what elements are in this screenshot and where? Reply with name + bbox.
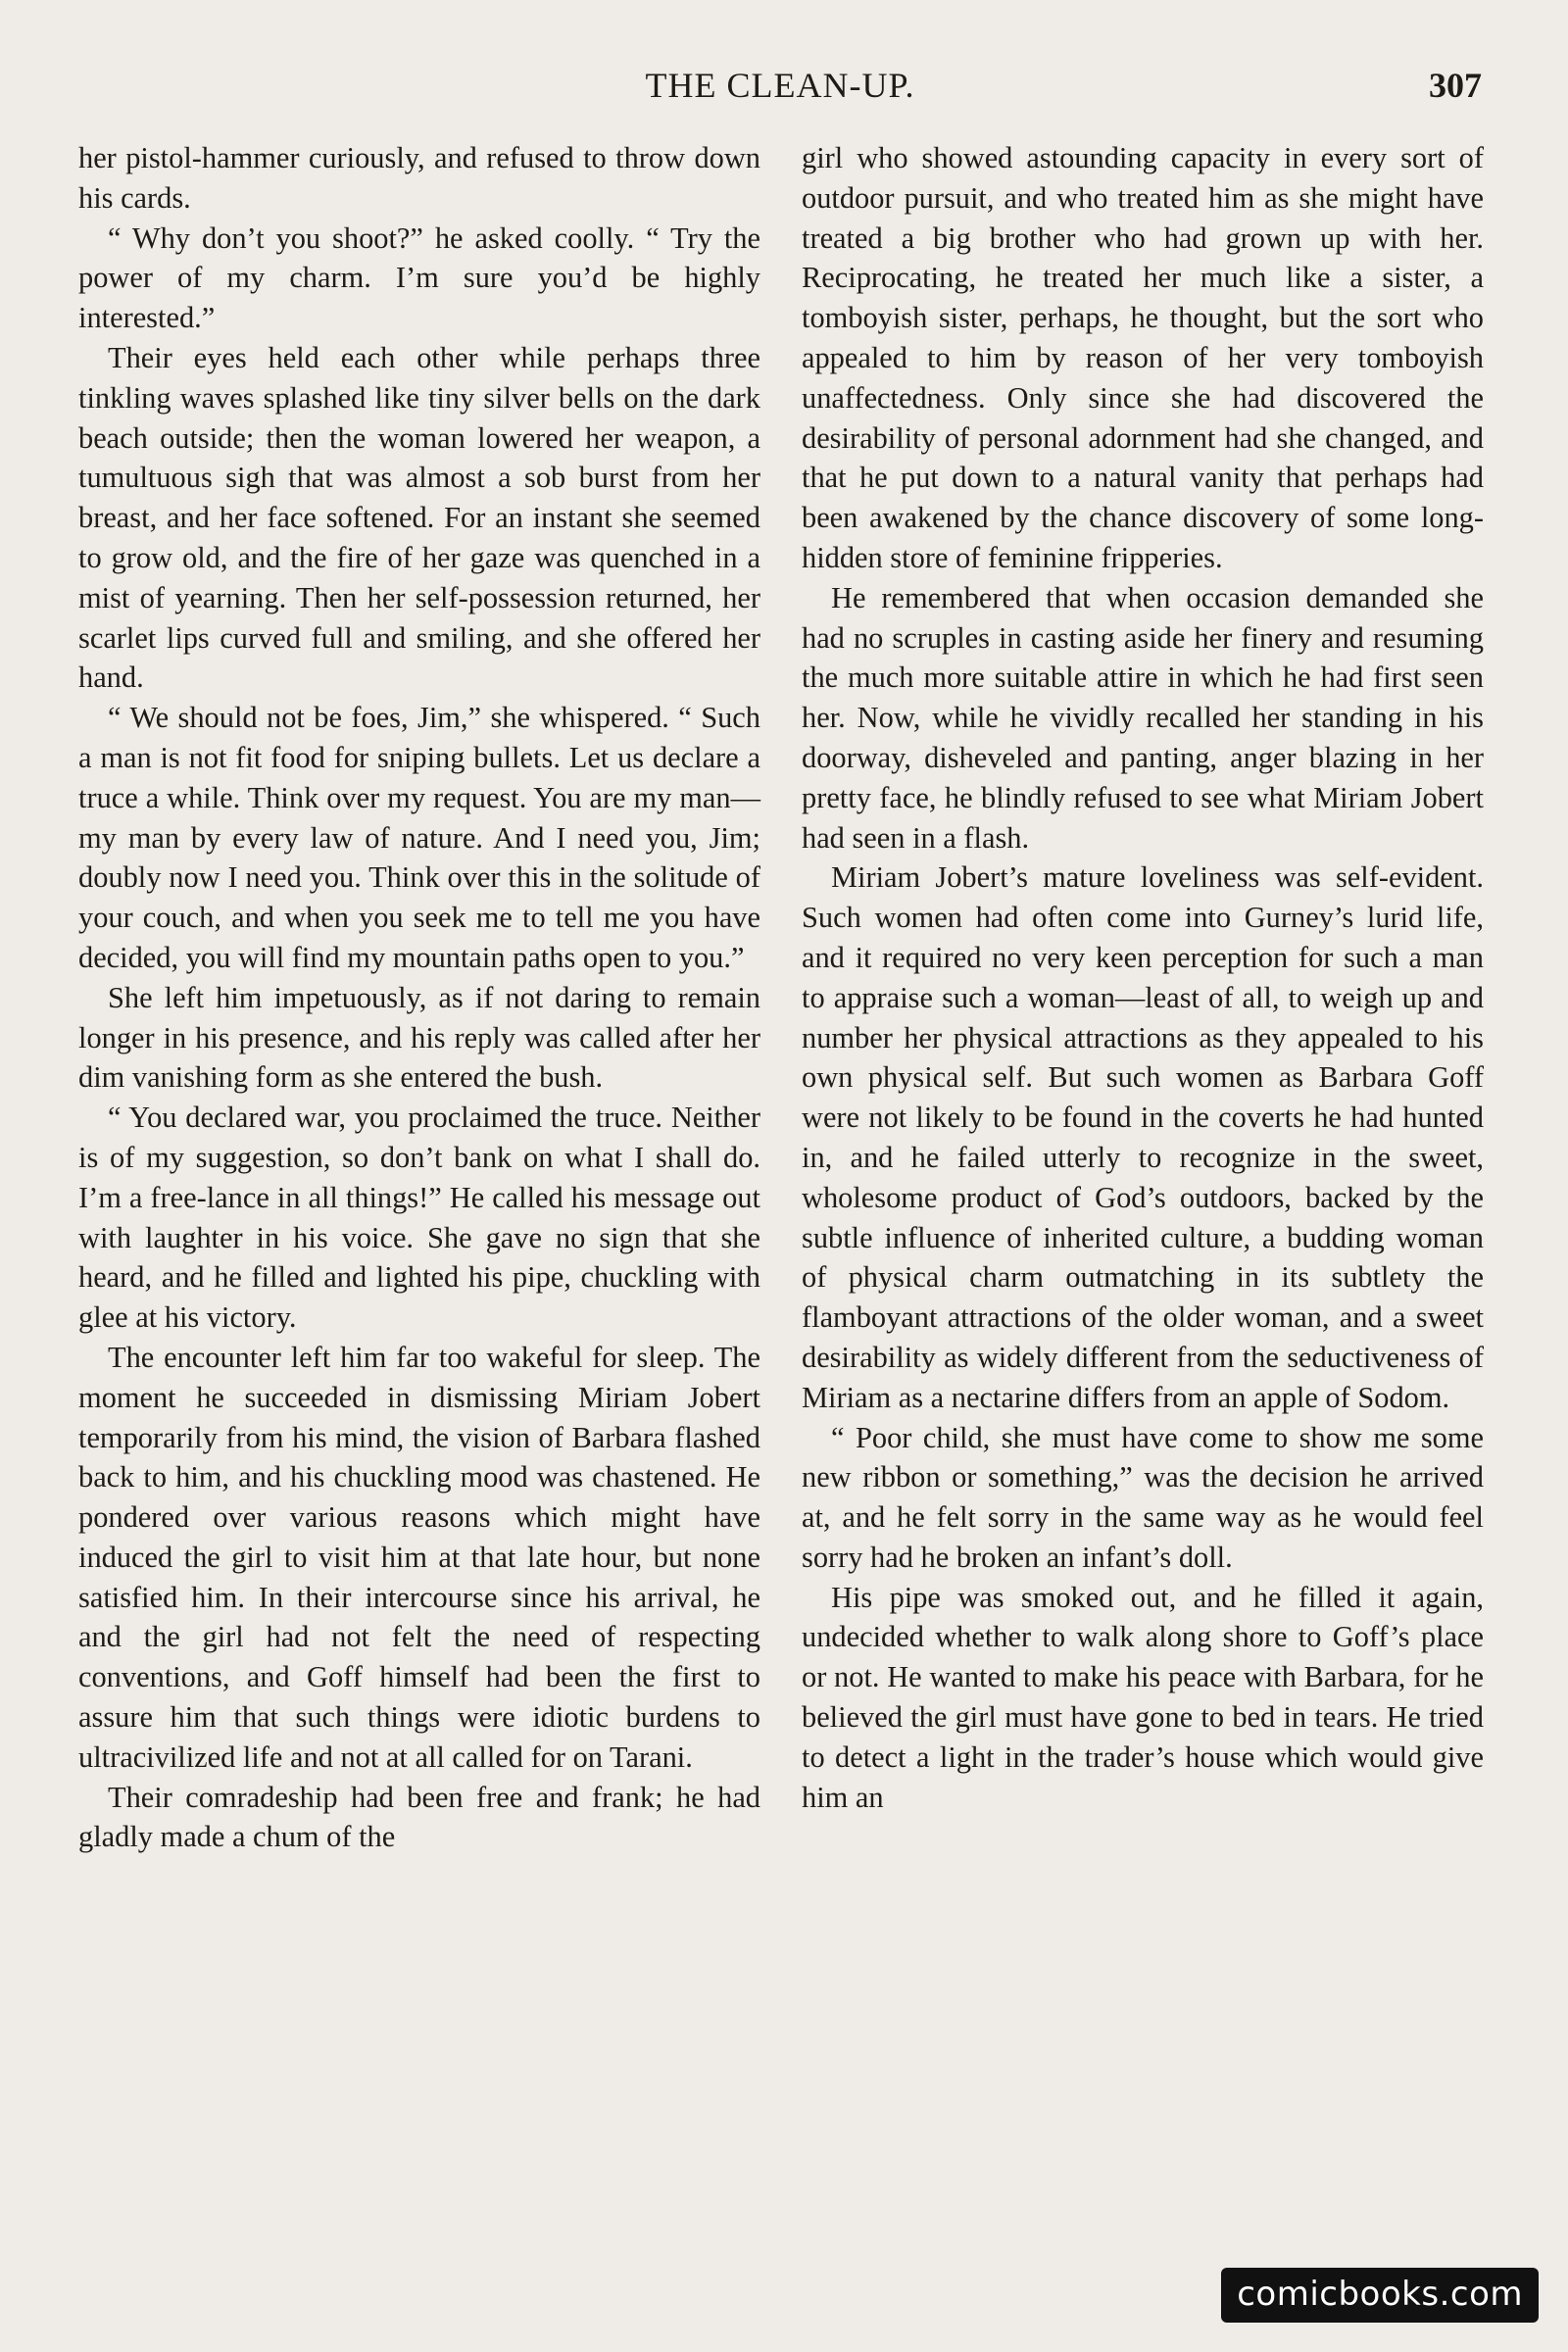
paragraph: “ Poor child, she must have come to show me some new ribbon or something,” was the decision he arrived at, and he felt sorry in the same way as he would feel sorry had he broken an infant’s doll. [802, 1420, 1484, 1574]
paragraph: girl who showed astounding capacity in every sort of outdoor pursuit, and who treated him as she might have treated a big brother who had grown up with her. Reciprocating, he treated her much like a sister, a tomboyish sister, perhaps, he thought, but the sort who appealed to him by reason of her very tomboyish unaffectedness. Only since she had discovered the desirability of personal adornment had she changed, and that he put down to a natural vanity that perhaps had been awakened by the chance discovery of some long-hidden store of feminine fripperies. [802, 141, 1484, 574]
paragraph: her pistol-hammer curiously, and refused to throw down his cards. [78, 141, 760, 215]
paragraph: His pipe was smoked out, and he filled it again, undecided whether to walk along shore to Goff’s place or not. He wanted to make his peace with Barbara, for he believed the girl must have gone to bed in tears. He tried to detect a light in the trader’s house which would give him an [802, 1580, 1484, 1814]
paragraph: She left him impetuously, as if not daring to remain longer in his presence, and his reply was called after her dim vanishing form as she entered the bush. [78, 980, 760, 1095]
paragraph: “ You declared war, you proclaimed the truce. Neither is of my suggestion, so don’t bank on what I shall do. I’m a free-lance in all things!” He called his message out with laughter in his voice. She gave no sign that she heard, and he filled and lighted his pipe, chuckling with glee at his victory. [78, 1101, 760, 1335]
paragraph: Their eyes held each other while perhaps three tinkling waves splashed like tiny silver bells on the dark beach outside; then the woman lowered her weapon, a tumultuous sigh that was almost a sob burst from her breast, and her face softened. For an instant she seemed to grow old, and the fire of her gaze was quenched in a mist of yearning. Then her self-possession returned, her scarlet lips curved full and smiling, and she offered her hand. [78, 340, 760, 695]
right-column [802, 138, 1484, 1817]
page-number: 307 [1429, 66, 1482, 105]
left-column [78, 138, 760, 1857]
paragraph: The encounter left him far too wakeful for sleep. The moment he succeeded in dismissing Miriam Jobert temporarily from his mind, the vision of Barbara flashed back to him, and his chuckling mood was chastened. He pondered over various reasons which might have induced the girl to visit him at that late hour, but none satisfied him. In their intercourse since his arrival, he and the girl had not felt the need of respecting conventions, and Goff himself had been the first to assure him that such things were idiotic burdens to ultracivilized life and not at all called for on Tarani. [78, 1340, 760, 1774]
paragraph: Miriam Jobert’s mature loveliness was self-evident. Such women had often come into Gurney’s lurid life, and it required no very keen perception for such a man to appraise such a woman—least of all, to weigh up and number her physical attractions as they appealed to his own physical self. But such women as Barbara Goff were not likely to be found in the coverts he had hunted in, and he failed utterly to recognize in the sweet, wholesome product of God’s outdoors, backed by the subtle influence of inherited culture, a budding woman of physical charm outmatching in its subtlety the flamboyant attractions of the older woman, and a sweet desirability as widely different from the seductiveness of Miriam as a nectarine differs from an apple of Sodom. [802, 860, 1484, 1414]
page-header [78, 65, 1482, 120]
watermark: comicbooks.com [1221, 2268, 1539, 2323]
running-title: THE CLEAN-UP. [645, 66, 915, 105]
paragraph: He remembered that when occasion demanded she had no scruples in casting aside her finery and resuming the much more suitable attire in which he had first seen her. Now, while he vividly recalled her standing in his doorway, disheveled and panting, anger blazing in her pretty face, he blindly refused to see what Miriam Jobert had seen in a flash. [802, 580, 1484, 855]
paragraph: “ Why don’t you shoot?” he asked coolly. “ Try the power of my charm. I’m sure you’d be highly interested.” [78, 220, 760, 335]
paragraph: Their comradeship had been free and frank; he had gladly made a chum of the [78, 1780, 760, 1854]
paragraph: “ We should not be foes, Jim,” she whispered. “ Such a man is not fit food for sniping bullets. Let us declare a truce a while. Think over my request. You are my man—my man by every law of nature. And I need you, Jim; doubly now I need you. Think over this in the solitude of your couch, and when you seek me to tell me you have decided, you will find my mountain paths open to you.” [78, 701, 760, 974]
